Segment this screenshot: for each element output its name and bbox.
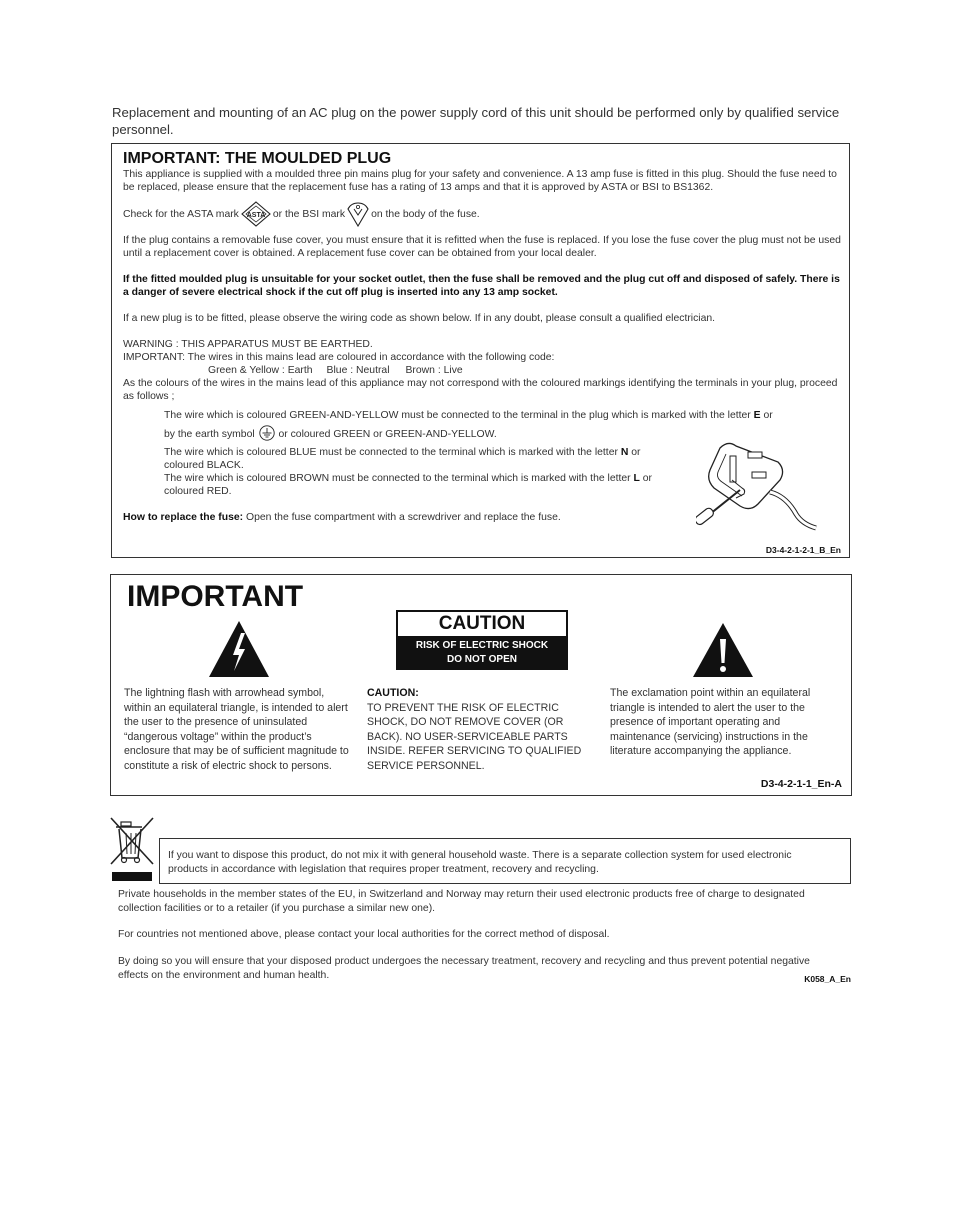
crossed-bin-icon — [109, 816, 155, 882]
intro-text: Replacement and mounting of an AC plug on the power supply cord of this unit should be performed only by qualified service personnel. — [112, 105, 840, 137]
fuse-paragraph: This appliance is supplied with a moulded three pin mains plug for your safety and convenience. A 13 amp fuse is fitted in this plug. Should the fuse need to be replaced, please ensure that the replacement fuse has a rating of 13 amps and that it is approved by ASTA or BSI to BS1362. — [123, 169, 837, 193]
bsi-kitemark-icon — [346, 201, 370, 227]
moulded-plug-box — [111, 143, 850, 558]
exclamation-description: The exclamation point within an equilateral triangle is intended to alert the user to the presence of important operating and maintenance (servicing) instructions in the literature accompanying the appliance. — [610, 687, 811, 757]
caution-heading: CAUTION — [398, 612, 566, 637]
check-marks-line: Check for the ASTA mark ASTA or the BSI mark on the body of the fuse. — [123, 202, 845, 226]
lightning-description: The lightning flash with arrowhead symbol, within an equilateral triangle, is intended to alert the user to the presence of uninsulated “dangerous voltage” within the product’s enclosure that may be of sufficient magnitude to constitute a risk of electric shock to persons. — [124, 687, 349, 772]
exclamation-triangle-icon — [691, 621, 755, 679]
new-plug-paragraph: If a new plug is to be fitted, please observe the wiring code as shown below. If in any doubt, please consult a qualified electrician. — [123, 313, 716, 324]
disposal-box-text: If you want to dispose this product, do not mix it with general household waste. There is a separate collection system for used electronic products in accordance with legislation that requires proper treatment, recovery and recycling. — [168, 850, 792, 875]
moulded-plug-title: IMPORTANT: THE MOULDED PLUG — [123, 150, 392, 167]
fuse-cover-paragraph: If the plug contains a removable fuse cover, you must ensure that it is refitted when the fuse is replaced. If you lose the fuse cover the plug must not be used until a replacement cover is obtained. A replacement fuse cover can be obtained from your local dealer. — [123, 235, 841, 259]
eu-households-paragraph: Private households in the member states of the EU, in Switzerland and Norway may return their used electronic products free of charge to designated collection facilities or to a retailer (if you purchase a similar new one). — [118, 889, 805, 914]
other-countries-paragraph: For countries not mentioned above, please contact your local authorities for the correct method of disposal. — [118, 929, 610, 940]
cut-off-warning: If the fitted moulded plug is unsuitable for your socket outlet, then the fuse shall be removed and the plug cut off and disposed of safely. There is a danger of severe electrical shock if the cut off plug is inserted into any 13 amp socket. — [123, 274, 840, 298]
blue-rule: The wire which is coloured BLUE must be connected to the terminal which is marked with the letter N or coloured BLACK. — [164, 447, 641, 471]
green-yellow-rule: The wire which is coloured GREEN-AND-YELLOW must be connected to the terminal in the plug which is marked with the letter E or by the earth symbol or coloured GREEN or GREEN-AND-YELLOW. — [164, 410, 773, 440]
important-title: IMPORTANT — [127, 580, 304, 613]
weee-ref-code: K058_A_En — [804, 974, 851, 984]
brown-rule: The wire which is coloured BROWN must be connected to the terminal which is marked with the letter L or coloured RED. — [164, 473, 653, 497]
asta-logo-text: ASTA — [246, 212, 266, 219]
important-box — [110, 574, 852, 796]
caution-description: CAUTION: TO PREVENT THE RISK OF ELECTRIC SHOCK, DO NOT REMOVE COVER (OR BACK). NO USER-SERVICEABLE PARTS INSIDE. REFER SERVICING TO QUALIFIED SERVICE PERSONNEL. — [367, 687, 582, 772]
plug-ref-code: D3-4-2-1-2-1_B_En — [765, 545, 841, 555]
earthed-warning: WARNING : THIS APPARATUS MUST BE EARTHED. — [123, 339, 373, 350]
earth-symbol-icon — [258, 425, 276, 441]
important-ref-code: D3-4-2-1-1_En-A — [760, 778, 842, 790]
lightning-triangle-icon — [207, 619, 271, 679]
how-to-replace-fuse: How to replace the fuse: Open the fuse compartment with a screwdriver and replace the fuse. — [123, 512, 561, 523]
colour-code-intro: IMPORTANT: The wires in this mains lead are coloured in accordance with the following code: — [123, 352, 555, 363]
disposal-box — [159, 838, 851, 884]
ensure-treatment-paragraph: By doing so you will ensure that your disposed product undergoes the necessary treatment, recovery and recycling and thus prevent potential negative effects on the environment and human health. — [118, 956, 810, 981]
asta-mark-icon — [241, 201, 271, 227]
colour-code-line: Green & Yellow : Earth Blue : Neutral Brown : Live — [208, 365, 463, 376]
as-colours-paragraph: As the colours of the wires in the mains lead of this appliance may not correspond with the coloured markings identifying the terminals in your plug, proceed as follows ; — [123, 378, 838, 402]
caution-label-box — [396, 610, 568, 670]
plug-illustration-icon — [696, 434, 826, 534]
caution-sub: RISK OF ELECTRIC SHOCK DO NOT OPEN — [398, 637, 566, 669]
